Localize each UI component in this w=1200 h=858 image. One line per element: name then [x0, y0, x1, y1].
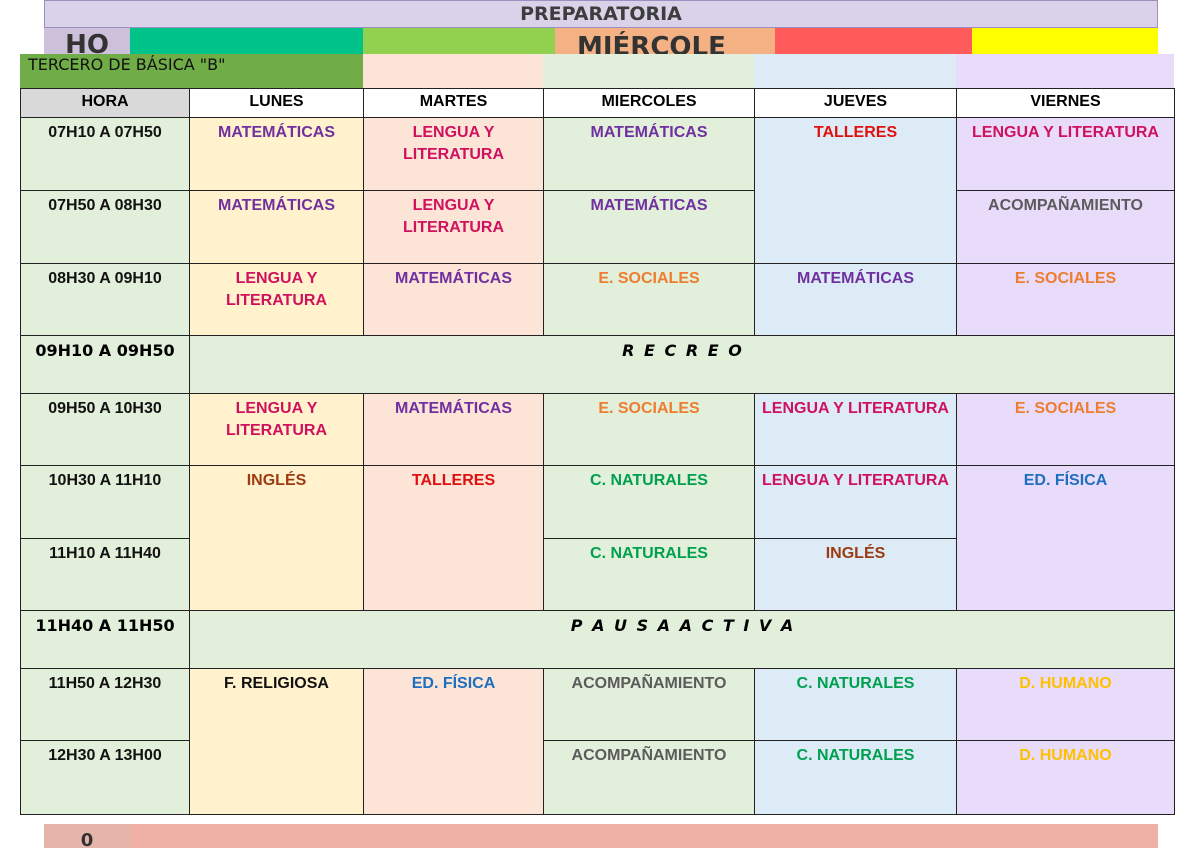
subject-cell: E. SOCIALES [544, 394, 755, 466]
subject-cell: E. SOCIALES [957, 264, 1175, 336]
column-header-martes: MARTES [364, 89, 544, 118]
subject-cell: MATEMÁTICAS [364, 264, 544, 336]
time-cell: 11H10 A 11H40 [21, 539, 190, 611]
subject-cell: C. NATURALES [544, 539, 755, 611]
header-tint [543, 54, 754, 88]
table-row [21, 466, 1175, 539]
grade-label: TERCERO DE BÁSICA "B" [20, 54, 363, 88]
time-cell: 08H30 A 09H10 [21, 264, 190, 336]
background-strip-cell [775, 28, 972, 54]
column-header-miercoles: MIERCOLES [544, 89, 755, 118]
subject-cell: D. HUMANO [957, 741, 1175, 815]
subject-cell: C. NATURALES [755, 741, 957, 815]
header-tint [754, 54, 956, 88]
subject-cell: MATEMÁTICAS [544, 118, 755, 191]
subject-cell: MATEMÁTICAS [544, 191, 755, 264]
background-strip-cell [363, 28, 555, 54]
active-break-row [21, 611, 1175, 669]
subject-cell: ACOMPAÑAMIENTO [544, 669, 755, 741]
subject-cell: INGLÉS [755, 539, 957, 611]
time-cell: 09H50 A 10H30 [21, 394, 190, 466]
background-title: PREPARATORIA [44, 0, 1158, 28]
time-cell: 10H30 A 11H10 [21, 466, 190, 539]
time-cell: 07H50 A 08H30 [21, 191, 190, 264]
schedule-table [20, 88, 1175, 815]
header-tint [956, 54, 1174, 88]
subject-cell: F. RELIGIOSA [190, 669, 364, 815]
time-cell: 12H30 A 13H00 [21, 741, 190, 815]
table-row [21, 669, 1175, 741]
subject-cell: TALLERES [364, 466, 544, 611]
background-strip-cell [130, 28, 363, 54]
background-strip-cell: HO [44, 28, 130, 54]
header-tint [363, 54, 543, 88]
subject-cell: INGLÉS [190, 466, 364, 611]
table-row [21, 191, 1175, 264]
subject-cell: ACOMPAÑAMIENTO [544, 741, 755, 815]
subject-cell: LENGUA Y LITERATURA [190, 394, 364, 466]
column-header-lunes: LUNES [190, 89, 364, 118]
time-cell: 11H50 A 12H30 [21, 669, 190, 741]
subject-cell: TALLERES [755, 118, 957, 264]
subject-cell: LENGUA Y LITERATURA [364, 191, 544, 264]
subject-cell: E. SOCIALES [957, 394, 1175, 466]
subject-cell: ACOMPAÑAMIENTO [957, 191, 1175, 264]
background-strip-cell: MIÉRCOLE [555, 28, 775, 54]
subject-cell: LENGUA Y LITERATURA [190, 264, 364, 336]
subject-cell: MATEMÁTICAS [190, 191, 364, 264]
subject-cell: LENGUA Y LITERATURA [755, 466, 957, 539]
column-header-viernes: VIERNES [957, 89, 1175, 118]
subject-cell: MATEMÁTICAS [190, 118, 364, 191]
column-header-hora: HORA [21, 89, 190, 118]
subject-cell: ED. FÍSICA [957, 466, 1175, 611]
recess-label: R E C R E O [190, 336, 1175, 394]
recess-row [21, 336, 1175, 394]
subject-cell: E. SOCIALES [544, 264, 755, 336]
header-row [21, 89, 1175, 118]
background-strip-cell [972, 28, 1158, 54]
table-row [21, 394, 1175, 466]
subject-cell: C. NATURALES [755, 669, 957, 741]
time-cell: 07H10 A 07H50 [21, 118, 190, 191]
subject-cell: LENGUA Y LITERATURA [957, 118, 1175, 191]
subject-cell: LENGUA Y LITERATURA [364, 118, 544, 191]
subject-cell: D. HUMANO [957, 669, 1175, 741]
background-footer-cell [130, 824, 1158, 848]
subject-cell: MATEMÁTICAS [755, 264, 957, 336]
subject-cell: LENGUA Y LITERATURA [755, 394, 957, 466]
column-header-jueves: JUEVES [755, 89, 957, 118]
time-cell: 11H40 A 11H50 [21, 611, 190, 669]
subject-cell: C. NATURALES [544, 466, 755, 539]
time-cell: 09H10 A 09H50 [21, 336, 190, 394]
active-break-label: P A U S A A C T I V A [190, 611, 1175, 669]
subject-cell: MATEMÁTICAS [364, 394, 544, 466]
subject-cell: ED. FÍSICA [364, 669, 544, 815]
table-row [21, 118, 1175, 191]
table-row [21, 264, 1175, 336]
background-footer-cell: 0 [44, 824, 130, 848]
